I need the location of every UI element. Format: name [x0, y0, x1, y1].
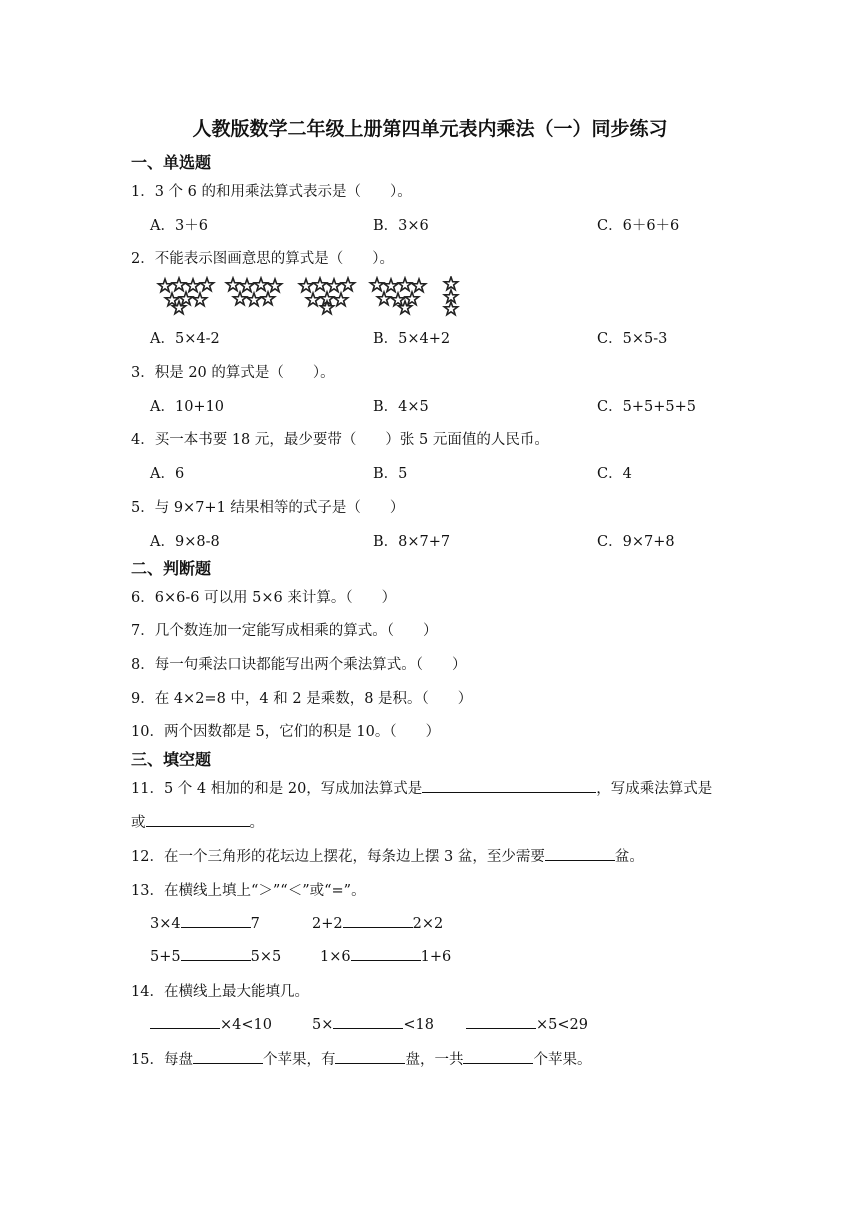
q15-text: 盘，一共	[405, 1052, 464, 1068]
q13-expr: 2×2	[412, 916, 444, 932]
question-5: 5．与 9×7+1 结果相等的式子是（ ）	[131, 500, 405, 516]
star-icon	[299, 278, 354, 314]
q11-blank-multiplication[interactable]	[146, 812, 250, 827]
q13-expr: 2+2	[312, 916, 343, 932]
q1-option-a[interactable]: A．3＋6	[150, 218, 208, 234]
q11-text-3: 或	[131, 815, 146, 831]
q15-text: 个苹果，有	[262, 1052, 336, 1068]
q15-blank[interactable]	[463, 1049, 533, 1064]
q13-expr: 5×5	[250, 949, 282, 965]
q14-blank[interactable]	[466, 1014, 536, 1029]
q15-blank[interactable]	[335, 1049, 405, 1064]
q13-row1-right	[312, 913, 443, 932]
q3-option-a[interactable]: A．10+10	[150, 399, 225, 415]
q13-blank[interactable]	[351, 946, 421, 961]
question-13: 13．在横线上填上“＞”“＜”或“=”。	[131, 883, 366, 899]
q12-blank[interactable]	[545, 846, 615, 861]
q13-row2-right	[320, 946, 451, 965]
q14-item-3	[466, 1014, 588, 1033]
question-3: 3．积是 20 的算式是（ ）。	[131, 365, 335, 381]
question-11-cont	[131, 811, 264, 832]
q14-blank[interactable]	[150, 1014, 220, 1029]
q14-expr: <18	[403, 1017, 434, 1033]
question-11	[131, 777, 712, 798]
q5-option-b[interactable]: B．8×7+7	[373, 534, 451, 550]
question-8: 8．每一句乘法口诀都能写出两个乘法算式。（ ）	[131, 657, 467, 673]
q14-item-1	[150, 1014, 272, 1033]
question-7: 7．几个数连加一定能写成相乘的算式。（ ）	[131, 623, 438, 639]
section-heading-single-choice: 一、单选题	[131, 153, 212, 172]
q12-text-1: 12．在一个三角形的花坛边上摆花，每条边上摆 3 盆，至少需要	[131, 849, 545, 865]
q11-blank-addition[interactable]	[422, 778, 596, 793]
q13-expr: 1×6	[320, 949, 351, 965]
q13-row1-left	[150, 913, 260, 932]
q3-option-c[interactable]: C．5+5+5+5	[597, 399, 696, 415]
question-10: 10．两个因数都是 5，它们的积是 10。（ ）	[131, 724, 441, 740]
question-12	[131, 845, 644, 866]
q14-blank[interactable]	[333, 1014, 403, 1029]
page-title: 人教版数学二年级上册第四单元表内乘法（一）同步练习	[192, 118, 668, 140]
star-icon	[226, 278, 281, 306]
q2-option-a[interactable]: A．5×4-2	[150, 331, 220, 347]
q2-option-b[interactable]: B．5×4+2	[373, 331, 451, 347]
q14-expr: 5×	[312, 1017, 334, 1033]
q13-blank[interactable]	[181, 946, 251, 961]
question-9: 9．在 4×2=8 中，4 和 2 是乘数，8 是积。（ ）	[131, 691, 473, 707]
q4-option-c[interactable]: C．4	[597, 466, 632, 482]
q2-option-c[interactable]: C．5×5-3	[597, 331, 668, 347]
q1-option-c[interactable]: C．6＋6＋6	[597, 218, 680, 234]
section-heading-fill-blank: 三、填空题	[131, 750, 212, 769]
q14-expr: ×5<29	[536, 1017, 588, 1033]
q13-row2-left	[150, 946, 281, 965]
star-figure	[155, 276, 467, 318]
q15-text: 15．每盘	[131, 1052, 193, 1068]
q12-text-2: 盆。	[614, 849, 644, 865]
q1-option-b[interactable]: B．3×6	[373, 218, 429, 234]
question-1: 1．3 个 6 的和用乘法算式表示是（ ）。	[131, 184, 412, 200]
question-14: 14．在横线上最大能填几。	[131, 984, 309, 1000]
q11-text-1: 11．5 个 4 相加的和是 20，写成加法算式是	[131, 781, 423, 797]
star-icon	[370, 278, 425, 314]
q11-text-2: ，写成乘法算式是	[596, 781, 713, 797]
q13-blank[interactable]	[181, 913, 251, 928]
question-15	[131, 1048, 591, 1069]
q15-blank[interactable]	[193, 1049, 263, 1064]
q13-expr: 3×4	[150, 916, 181, 932]
q13-expr: 7	[250, 916, 260, 932]
q5-option-a[interactable]: A．9×8-8	[150, 534, 220, 550]
question-6: 6．6×6-6 可以用 5×6 来计算。（ ）	[131, 590, 397, 606]
q14-expr: ×4<10	[220, 1017, 272, 1033]
q3-option-b[interactable]: B．4×5	[373, 399, 429, 415]
section-heading-true-false: 二、判断题	[131, 559, 212, 578]
star-icon	[444, 277, 457, 315]
q14-item-2	[312, 1014, 434, 1033]
q5-option-c[interactable]: C．9×7+8	[597, 534, 675, 550]
q13-expr: 5+5	[150, 949, 181, 965]
q4-option-a[interactable]: A．6	[150, 466, 185, 482]
q4-option-b[interactable]: B．5	[373, 466, 408, 482]
question-2: 2．不能表示图画意思的算式是（ ）。	[131, 251, 394, 267]
question-4: 4．买一本书要 18 元，最少要带（ ）张 5 元面值的人民币。	[131, 432, 549, 448]
star-icon	[158, 278, 213, 314]
q13-expr: 1+6	[420, 949, 452, 965]
q11-text-4: 。	[249, 815, 264, 831]
q15-text: 个苹果。	[533, 1052, 592, 1068]
q13-blank[interactable]	[343, 913, 413, 928]
